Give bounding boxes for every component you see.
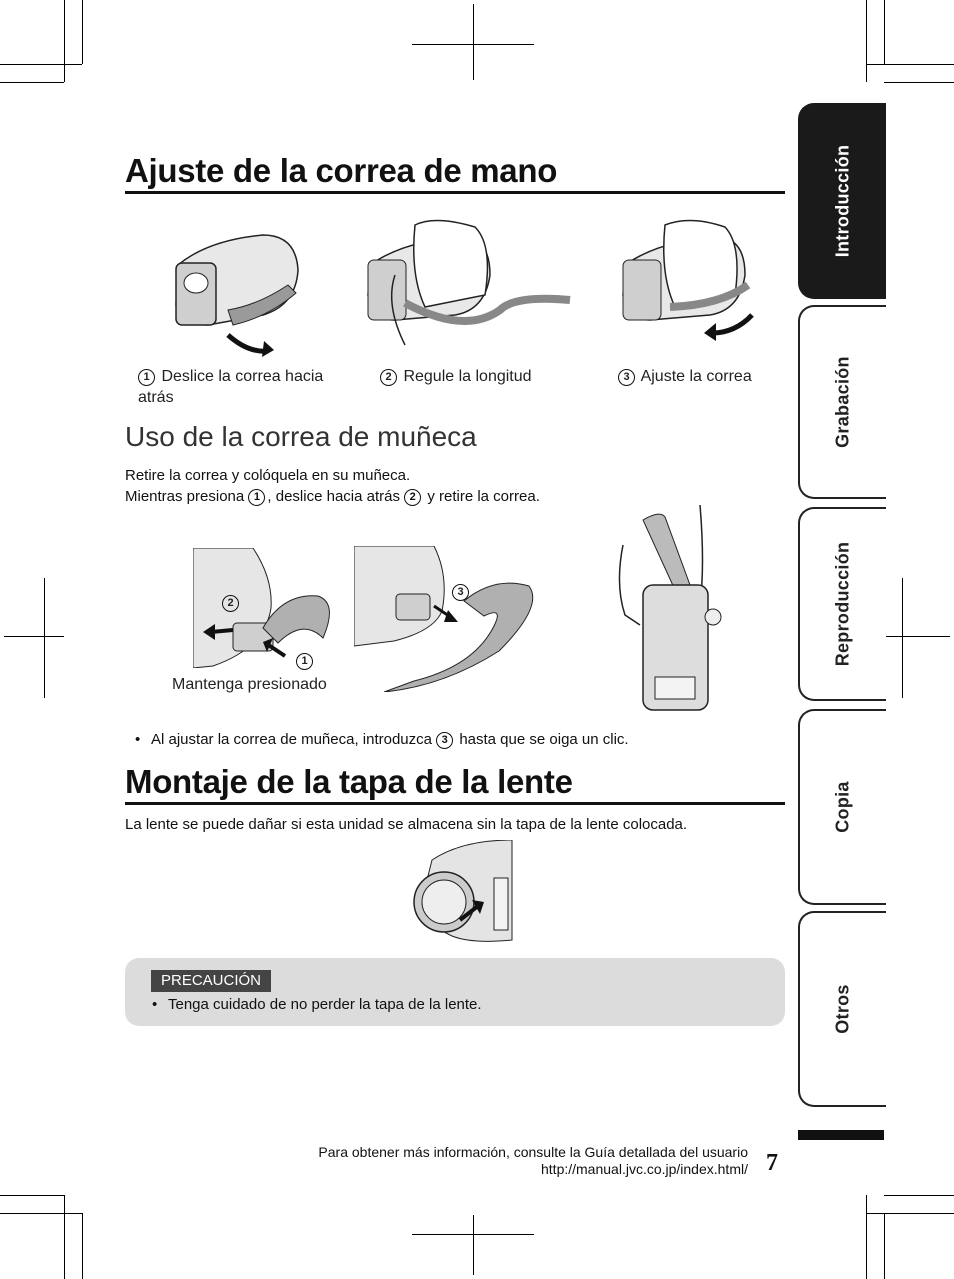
lens-cap-figure <box>412 840 514 944</box>
lens-cap-description: La lente se puede dañar si esta unidad se almacena sin la tapa de la lente colocada. <box>125 816 688 833</box>
fig-marker-2: 2 <box>222 593 241 614</box>
step1-caption: 1 Deslice la correa hacia atrás <box>138 368 324 406</box>
tab-grabacion[interactable]: Grabación <box>798 305 886 499</box>
caution-label: PRECAUCIÓN <box>151 970 271 992</box>
camera-figure-step1 <box>168 225 318 360</box>
step2-caption: 2 Regule la longitud <box>380 366 532 387</box>
strap-release-figure <box>193 548 338 668</box>
hold-pressed-label: Mantenga presionado <box>172 676 327 693</box>
section-title-lens-cap: Montaje de la tapa de la lente <box>125 763 785 805</box>
strap-removal-figure <box>354 546 544 692</box>
camera-figure-step2 <box>365 215 575 355</box>
step3-caption: 3 Ajuste la correa <box>618 366 752 387</box>
caution-text: • Tenga cuidado de no perder la tapa de la lente. <box>168 995 482 1015</box>
wrist-strap-figure <box>605 505 725 713</box>
tab-otros[interactable]: Otros <box>798 911 886 1107</box>
fig-marker-1: 1 <box>296 651 315 672</box>
fig-marker-3: 3 <box>452 582 471 603</box>
page-number: 7 <box>766 1150 778 1176</box>
page-marker-bar <box>798 1130 884 1140</box>
footer-info <box>318 1144 748 1178</box>
caution-box <box>125 958 785 1026</box>
tab-reproduccion[interactable]: Reproducción <box>798 507 886 701</box>
wrist-strap-bullet: • Al ajustar la correa de muñeca, introduzca 3 hasta que se oiga un clic. <box>151 730 629 750</box>
section-title-wrist-strap: Uso de la correa de muñeca <box>125 421 477 452</box>
footer-line-1: Para obtener más información, consulte la Guía detallada del usuario <box>318 1144 748 1160</box>
tab-copia[interactable]: Copia <box>798 709 886 905</box>
wrist-strap-instruction-1: Retire la correa y colóquela en su muñeca. <box>125 467 411 484</box>
section-title-hand-strap: Ajuste de la correa de mano <box>125 152 785 194</box>
camera-figure-step3 <box>620 215 760 355</box>
tab-introduccion[interactable]: Introducción <box>798 103 886 299</box>
wrist-strap-instruction-2: Mientras presiona 1 , deslice hacia atrás 2 y retire la correa. <box>125 488 540 505</box>
footer-url[interactable]: http://manual.jvc.co.jp/index.html/ <box>541 1161 748 1177</box>
